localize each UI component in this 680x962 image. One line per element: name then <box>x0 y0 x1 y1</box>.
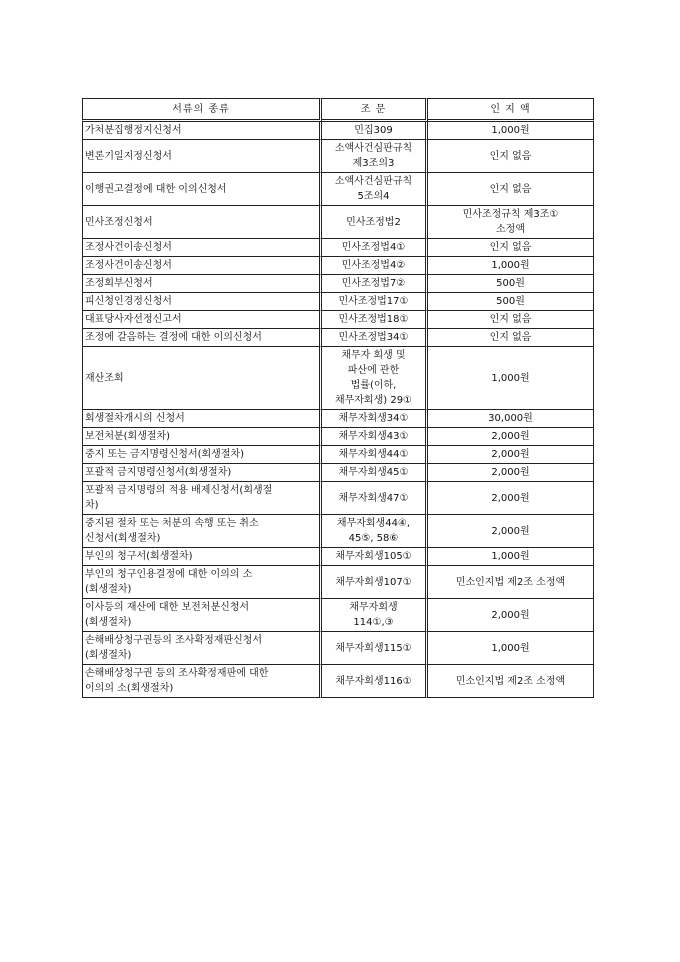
cell-text-line: 차) <box>85 500 99 511</box>
cell-stamp-amount <box>428 410 594 428</box>
cell-text-line: 제3조의3 <box>352 158 395 169</box>
cell-stamp-amount <box>428 257 594 275</box>
cell-stamp-amount <box>428 515 594 548</box>
cell-text-line: 채무자회생116① <box>335 675 412 687</box>
cell-stamp-amount <box>428 293 594 311</box>
cell-document-type <box>82 293 322 311</box>
cell-text-line: 민사조정법7② <box>341 278 406 289</box>
cell-text-line: 채무자회생) 29① <box>334 395 413 406</box>
cell-stamp-amount <box>428 632 594 665</box>
table-body <box>82 122 594 698</box>
cell-text-line: 채무자회생34① <box>338 413 409 424</box>
cell-text-line: 민사조정신청서 <box>85 216 153 228</box>
cell-text-line: 회생절차개시의 신청서 <box>85 413 185 424</box>
table-row <box>82 173 594 206</box>
table-row <box>82 122 594 140</box>
cell-stamp-amount <box>428 482 594 515</box>
cell-text-line: 재산조회 <box>85 372 124 384</box>
cell-text-line: 채무자회생115① <box>335 642 412 654</box>
cell-article <box>322 446 428 464</box>
cell-stamp-amount <box>428 464 594 482</box>
cell-article <box>322 293 428 311</box>
cell-text-line: 보전처분(회생절차) <box>85 431 171 442</box>
cell-text-line: 2,000원 <box>491 431 530 442</box>
table-row <box>82 446 594 464</box>
cell-text-line: 이의의 소(회생절차) <box>85 683 174 694</box>
cell-document-type <box>82 206 322 239</box>
cell-stamp-amount <box>428 311 594 329</box>
cell-article <box>322 482 428 515</box>
cell-article <box>322 347 428 410</box>
cell-text-line: 민사조정규칙 제3조① <box>462 209 559 220</box>
cell-text-line: 중지 또는 금지명령신청서(회생절차) <box>85 449 245 460</box>
cell-text-line: 2,000원 <box>491 525 530 537</box>
cell-document-type <box>82 599 322 632</box>
cell-text-line: 30,000원 <box>488 413 533 424</box>
cell-stamp-amount <box>428 206 594 239</box>
table-row <box>82 599 594 632</box>
cell-stamp-amount <box>428 347 594 410</box>
cell-text-line: 포괄적 금지명령의 적용 배제신청서(회생절 <box>85 485 273 496</box>
cell-text-line: 민소인지법 제2조 소정액 <box>455 675 566 687</box>
header-stamp-amount: 인 지 액 <box>428 98 594 122</box>
cell-text-line: 법률(이하, <box>350 380 397 391</box>
cell-text-line: 이사등의 재산에 대한 보전처분신청서 <box>85 602 250 613</box>
cell-text-line: (회생절차) <box>85 650 132 661</box>
table-row <box>82 206 594 239</box>
cell-text-line: 인지 없음 <box>489 332 532 343</box>
cell-text-line: 신청서(회생절차) <box>85 533 161 544</box>
cell-article <box>322 140 428 173</box>
cell-stamp-amount <box>428 122 594 140</box>
table-row <box>82 257 594 275</box>
cell-text-line: 인지 없음 <box>489 242 532 253</box>
cell-document-type <box>82 548 322 566</box>
cell-article <box>322 239 428 257</box>
cell-stamp-amount <box>428 446 594 464</box>
table-row <box>82 482 594 515</box>
cell-text-line: 변론기일지정신청서 <box>85 150 172 162</box>
table-row <box>82 347 594 410</box>
table-row <box>82 140 594 173</box>
cell-text-line: 채무자회생107① <box>335 576 412 588</box>
cell-text-line: 파산에 관한 <box>347 365 400 376</box>
table-row <box>82 293 594 311</box>
table-row <box>82 464 594 482</box>
cell-text-line: 피신청인경정신청서 <box>85 296 172 307</box>
cell-article <box>322 329 428 347</box>
cell-text-line: 대표당사자선정신고서 <box>85 314 182 325</box>
cell-text-line: 채무자회생47① <box>338 492 409 504</box>
cell-article <box>322 515 428 548</box>
cell-stamp-amount <box>428 599 594 632</box>
cell-text-line: 민사조정법34① <box>338 332 409 343</box>
cell-stamp-amount <box>428 275 594 293</box>
cell-text-line: 채무자회생45① <box>338 467 409 478</box>
cell-article <box>322 632 428 665</box>
cell-stamp-amount <box>428 140 594 173</box>
cell-document-type <box>82 329 322 347</box>
cell-text-line: 민사조정법4① <box>341 242 406 253</box>
table-row <box>82 632 594 665</box>
cell-stamp-amount <box>428 665 594 698</box>
cell-article <box>322 173 428 206</box>
cell-stamp-amount <box>428 566 594 599</box>
cell-document-type <box>82 632 322 665</box>
cell-text-line: 45⑤, 58⑥ <box>348 533 399 544</box>
cell-stamp-amount <box>428 239 594 257</box>
cell-article <box>322 410 428 428</box>
cell-article <box>322 311 428 329</box>
cell-text-line: 2,000원 <box>491 467 530 478</box>
table-row <box>82 428 594 446</box>
cell-text-line: 민사조정법4② <box>341 260 406 271</box>
table-row <box>82 515 594 548</box>
cell-document-type <box>82 464 322 482</box>
cell-text-line: 민집309 <box>354 125 393 136</box>
cell-stamp-amount <box>428 329 594 347</box>
cell-article <box>322 566 428 599</box>
cell-text-line: 2,000원 <box>491 492 530 504</box>
table-row <box>82 410 594 428</box>
stamp-fee-table <box>82 98 594 698</box>
cell-text-line: 채무자회생105① <box>335 551 412 562</box>
cell-document-type <box>82 275 322 293</box>
cell-document-type <box>82 140 322 173</box>
cell-article <box>322 275 428 293</box>
cell-text-line: 채무자회생44① <box>338 449 409 460</box>
cell-text-line: 소정액 <box>496 224 525 235</box>
table-header-row <box>82 98 594 122</box>
cell-text-line: 채무자 회생 및 <box>341 350 406 361</box>
cell-text-line: 2,000원 <box>491 449 530 460</box>
cell-document-type <box>82 665 322 698</box>
cell-document-type <box>82 566 322 599</box>
cell-text-line: 500원 <box>496 278 525 289</box>
cell-document-type <box>82 515 322 548</box>
cell-text-line: 채무자회생44④, <box>336 518 411 529</box>
cell-text-line: 조정사건이송신청서 <box>85 242 172 253</box>
cell-stamp-amount <box>428 173 594 206</box>
table-row <box>82 275 594 293</box>
cell-article <box>322 122 428 140</box>
cell-text-line: 부인의 청구인용결정에 대한 이의의 소 <box>85 569 253 580</box>
cell-text-line: 민소인지법 제2조 소정액 <box>455 576 566 588</box>
cell-text-line: 1,000원 <box>491 260 530 271</box>
cell-document-type <box>82 239 322 257</box>
cell-document-type <box>82 173 322 206</box>
table-row <box>82 329 594 347</box>
cell-text-line: 채무자회생43① <box>338 431 409 442</box>
table-row <box>82 311 594 329</box>
cell-article <box>322 548 428 566</box>
cell-text-line: 민사조정법2 <box>346 216 401 228</box>
cell-text-line: 중지된 절차 또는 처분의 속행 또는 취소 <box>85 518 259 529</box>
cell-document-type <box>82 257 322 275</box>
cell-text-line: 조정에 갈음하는 결정에 대한 이의신청서 <box>85 332 262 343</box>
table-row <box>82 566 594 599</box>
cell-text-line: 500원 <box>496 296 525 307</box>
cell-article <box>322 464 428 482</box>
cell-article <box>322 665 428 698</box>
cell-text-line: 소액사건심판규칙 <box>334 176 413 187</box>
cell-document-type <box>82 482 322 515</box>
table-row <box>82 665 594 698</box>
cell-text-line: 손해배상청구권 등의 조사확정재판에 대한 <box>85 668 269 679</box>
cell-text-line: 인지 없음 <box>489 150 532 162</box>
cell-text-line: 인지 없음 <box>489 314 532 325</box>
cell-text-line: 1,000원 <box>491 551 530 562</box>
cell-article <box>322 428 428 446</box>
cell-text-line: 민사조정법18① <box>338 314 409 325</box>
cell-text-line: 부인의 청구서(회생절차) <box>85 551 193 562</box>
cell-text-line: 이행권고결정에 대한 이의신청서 <box>85 183 227 195</box>
cell-text-line: 114①,③ <box>353 617 394 628</box>
cell-text-line: 인지 없음 <box>489 183 532 195</box>
cell-text-line: 조정사건이송신청서 <box>85 260 172 271</box>
cell-article <box>322 599 428 632</box>
cell-document-type <box>82 446 322 464</box>
cell-text-line: 조정회부신청서 <box>85 278 153 289</box>
cell-text-line: 1,000원 <box>491 642 530 654</box>
cell-text-line: 5조의4 <box>357 191 390 202</box>
header-document-type: 서류의 종류 <box>82 98 322 122</box>
table-row <box>82 239 594 257</box>
cell-text-line: (회생절차) <box>85 584 132 595</box>
cell-text-line: 포괄적 금지명령신청서(회생절차) <box>85 467 232 478</box>
cell-text-line: 1,000원 <box>491 125 530 136</box>
cell-text-line: 채무자회생 <box>349 602 398 613</box>
cell-text-line: 2,000원 <box>491 609 530 621</box>
cell-text-line: 1,000원 <box>491 372 530 384</box>
header-article: 조 문 <box>322 98 428 122</box>
cell-stamp-amount <box>428 548 594 566</box>
cell-document-type <box>82 410 322 428</box>
cell-text-line: 소액사건심판규칙 <box>334 143 413 154</box>
cell-text-line: 손해배상청구권등의 조사확정재판신청서 <box>85 635 263 646</box>
cell-stamp-amount <box>428 428 594 446</box>
cell-document-type <box>82 122 322 140</box>
cell-document-type <box>82 347 322 410</box>
table-row <box>82 548 594 566</box>
cell-article <box>322 257 428 275</box>
cell-text-line: 민사조정법17① <box>338 296 409 307</box>
cell-document-type <box>82 311 322 329</box>
cell-text-line: 가처분집행정지신청서 <box>85 125 182 136</box>
cell-text-line: (회생절차) <box>85 617 132 628</box>
cell-article <box>322 206 428 239</box>
cell-document-type <box>82 428 322 446</box>
